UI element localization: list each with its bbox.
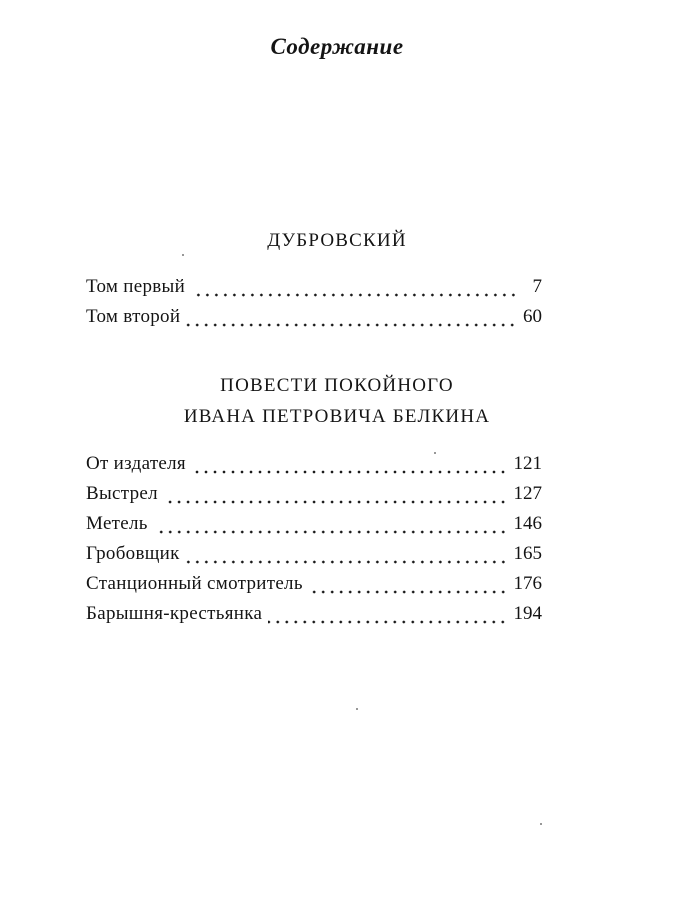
toc-entry[interactable] [86, 453, 542, 483]
dot-leader [192, 470, 508, 474]
toc-entry-label: Выстрел [86, 483, 158, 504]
toc-entry-page: 127 [513, 483, 542, 504]
toc-entry-label: Барышня-крестьянка [86, 603, 263, 624]
toc-entry[interactable] [86, 276, 542, 306]
print-speck [356, 708, 358, 710]
page-title: Содержание [270, 34, 404, 59]
print-speck [182, 254, 184, 256]
toc-entry-page: 194 [513, 603, 542, 624]
section-heading-line-2: ИВАНА ПЕТРОВИЧА БЕЛКИНА [183, 406, 491, 427]
toc-entry[interactable] [86, 603, 542, 633]
toc-entry-label: Гробовщик [86, 543, 180, 564]
dot-leader [186, 560, 508, 564]
toc-entry[interactable] [86, 543, 542, 573]
toc-entry-label: Станционный смотритель [86, 573, 303, 594]
section-heading-dubrovsky: ДУБРОВСКИЙ [267, 230, 407, 251]
toc-entry-page: 60 [523, 306, 542, 327]
toc-entry[interactable] [86, 513, 542, 543]
toc-entry-page: 165 [513, 543, 542, 564]
toc-section-dubrovsky [86, 276, 542, 336]
toc-entry-label: От издателя [86, 453, 186, 474]
dot-leader [268, 620, 507, 624]
toc-entry-label: Том первый [86, 276, 186, 297]
toc-entry-page: 176 [513, 573, 542, 594]
dot-leader [191, 293, 518, 297]
toc-entry-label: Том второй [86, 306, 181, 327]
toc-entry[interactable] [86, 483, 542, 513]
toc-entry-page: 146 [513, 513, 542, 534]
toc-entry-page: 121 [513, 453, 542, 474]
toc-entry-page: 7 [532, 276, 542, 297]
print-speck [434, 452, 436, 454]
print-speck [540, 823, 542, 825]
toc-entry[interactable] [86, 306, 542, 336]
toc-entry[interactable] [86, 573, 542, 603]
dot-leader [186, 323, 517, 327]
toc-entry-label: Метель [86, 513, 148, 534]
dot-leader [309, 590, 508, 594]
dot-leader [154, 530, 508, 534]
toc-section-belkin [86, 453, 542, 633]
dot-leader [164, 500, 508, 504]
section-heading-line-1: ПОВЕСТИ ПОКОЙНОГО [220, 375, 454, 396]
